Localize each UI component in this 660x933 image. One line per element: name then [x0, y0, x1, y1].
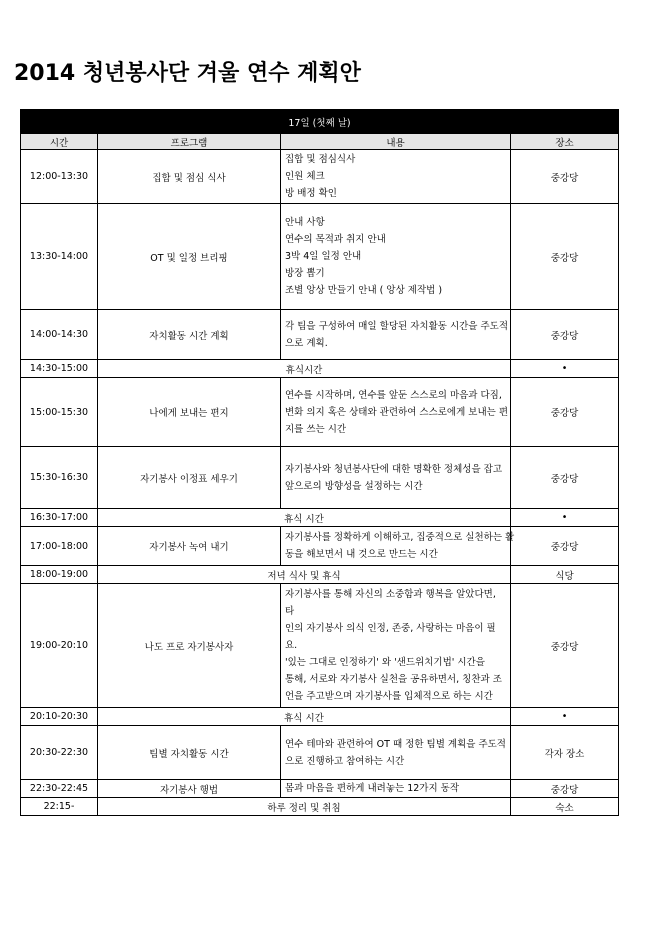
time-cell: 14:30-15:00 — [21, 360, 98, 378]
table-row — [21, 780, 619, 798]
place-cell: 중강당 — [511, 780, 619, 798]
content-cell — [281, 726, 511, 780]
table-row — [21, 204, 619, 310]
table-row — [21, 527, 619, 566]
content-line: 몸과 마음을 편하게 내려놓는 12가지 동작 — [285, 783, 460, 794]
page-title: 2014 청년봉사단 겨울 연수 계획안 — [14, 61, 361, 86]
time-cell: 13:30-14:00 — [21, 204, 98, 310]
program-cell: 나에게 보내는 편지 — [98, 378, 281, 447]
program-cell: 자기봉사 이정표 세우기 — [98, 447, 281, 509]
content-cell — [281, 310, 511, 360]
time-cell: 15:30-16:30 — [21, 447, 98, 509]
column-header-row — [21, 134, 619, 150]
table-row — [21, 566, 619, 584]
program-cell: OT 및 일정 브리핑 — [98, 204, 281, 310]
header-place: 장소 — [511, 134, 619, 150]
content-line: 연수를 시작하며, 연수를 앞둔 스스로의 마음과 다짐, — [285, 389, 502, 401]
content-line: 안내 사항 — [285, 217, 325, 228]
break-cell: 휴식시간 — [98, 360, 511, 378]
table-row — [21, 726, 619, 780]
content-cell — [281, 150, 511, 204]
program-cell: 나도 프로 자기봉사자 — [98, 584, 281, 708]
content-cell — [281, 204, 511, 310]
content-line: 지를 쓰는 시간 — [285, 423, 347, 435]
content-line: 집합 및 점심식사 — [285, 154, 356, 165]
place-cell: 중강당 — [511, 150, 619, 204]
table-row — [21, 150, 619, 204]
place-cell: 중강당 — [511, 378, 619, 447]
program-cell: 자기봉사 행법 — [98, 780, 281, 798]
break-cell: 저녁 식사 및 휴식 — [98, 566, 511, 584]
time-cell: 20:10-20:30 — [21, 708, 98, 726]
content-line: 조별 앙상 만들기 안내 ( 앙상 제작법 ) — [285, 285, 443, 296]
program-cell: 팀별 자치활동 시간 — [98, 726, 281, 780]
time-cell: 16:30-17:00 — [21, 509, 98, 527]
content-line: 으로 진행하고 참여하는 시간 — [285, 755, 405, 767]
content-line: 인의 자기봉사 의식 인정, 존중, 사랑하는 마음이 필요. — [285, 623, 496, 651]
time-cell: 17:00-18:00 — [21, 527, 98, 566]
time-cell: 12:00-13:30 — [21, 150, 98, 204]
content-line: 연수의 목적과 취지 안내 — [285, 234, 386, 245]
table-row — [21, 798, 619, 816]
program-cell: 집합 및 점심 식사 — [98, 150, 281, 204]
place-cell: 중강당 — [511, 204, 619, 310]
table-row — [21, 708, 619, 726]
time-cell: 15:00-15:30 — [21, 378, 98, 447]
place-cell: • — [511, 360, 619, 378]
break-cell: 휴식 시간 — [98, 708, 511, 726]
place-cell: 숙소 — [511, 798, 619, 816]
content-cell — [281, 584, 511, 708]
time-cell: 19:00-20:10 — [21, 584, 98, 708]
break-cell: 휴식 시간 — [98, 509, 511, 527]
day-label: 17일 (첫째 날) — [21, 110, 619, 134]
content-cell — [281, 527, 515, 566]
content-line: 연수 테마와 관련하여 OT 때 정한 팀별 계획을 주도적 — [285, 738, 506, 750]
place-cell: 중강당 — [511, 310, 619, 360]
header-program: 프로그램 — [98, 134, 281, 150]
content-line: 자기봉사와 청년봉사단에 대한 명확한 정체성을 잡고 — [285, 463, 502, 475]
place-cell: 중강당 — [511, 527, 619, 566]
place-cell: 각자 장소 — [511, 726, 619, 780]
time-cell: 20:30-22:30 — [21, 726, 98, 780]
content-line: 3박 4일 일정 안내 — [285, 251, 362, 262]
break-cell: 하루 정리 및 취침 — [98, 798, 511, 816]
content-line: 통해, 서로와 자기봉사 실천을 공유하면서, 칭찬과 조 — [285, 674, 502, 685]
time-cell: 18:00-19:00 — [21, 566, 98, 584]
place-cell: 중강당 — [511, 584, 619, 708]
content-line: 각 팀을 구성하여 매일 할당된 자치활동 시간을 주도적 — [285, 320, 509, 332]
content-line: 방장 뽑기 — [285, 268, 325, 279]
content-line: 언을 주고받으며 자기봉사를 입체적으로 하는 시간 — [285, 691, 493, 702]
content-cell — [281, 378, 511, 447]
content-line: '있는 그대로 인정하기' 와 '샌드위치기법' 시간을 — [285, 657, 485, 668]
content-cell — [281, 780, 511, 798]
table-row — [21, 447, 619, 509]
table-row — [21, 509, 619, 527]
place-cell: 중강당 — [511, 447, 619, 509]
time-cell: 22:30-22:45 — [21, 780, 98, 798]
place-cell: • — [511, 509, 619, 527]
content-line: 자기봉사를 통해 자신의 소중함과 행복을 알았다면, 타 — [285, 589, 496, 617]
content-line: 자기봉사를 정확하게 이해하고, 집중적으로 실천하는 활 — [285, 532, 515, 543]
content-cell — [281, 447, 511, 509]
content-line: 인원 체크 — [285, 171, 325, 182]
schedule-table — [20, 109, 619, 816]
table-row — [21, 584, 619, 708]
content-line: 앞으로의 방향성을 설정하는 시간 — [285, 480, 423, 492]
header-content: 내용 — [281, 134, 511, 150]
content-line: 으로 계획. — [285, 337, 328, 349]
table-row — [21, 360, 619, 378]
table-row — [21, 310, 619, 360]
time-cell: 14:00-14:30 — [21, 310, 98, 360]
day-header-row — [21, 110, 619, 134]
table-row — [21, 378, 619, 447]
place-cell: • — [511, 708, 619, 726]
program-cell: 자치활동 시간 계획 — [98, 310, 281, 360]
place-cell: 식당 — [511, 566, 619, 584]
content-line: 변화 의지 혹은 상태와 관련하여 스스로에게 보내는 편 — [285, 406, 509, 418]
time-cell: 22:15- — [21, 798, 98, 816]
program-cell: 자기봉사 녹여 내기 — [98, 527, 281, 566]
header-time: 시간 — [21, 134, 98, 150]
content-line: 동을 해보면서 내 것으로 만드는 시간 — [285, 549, 438, 560]
content-line: 방 배정 확인 — [285, 188, 337, 199]
